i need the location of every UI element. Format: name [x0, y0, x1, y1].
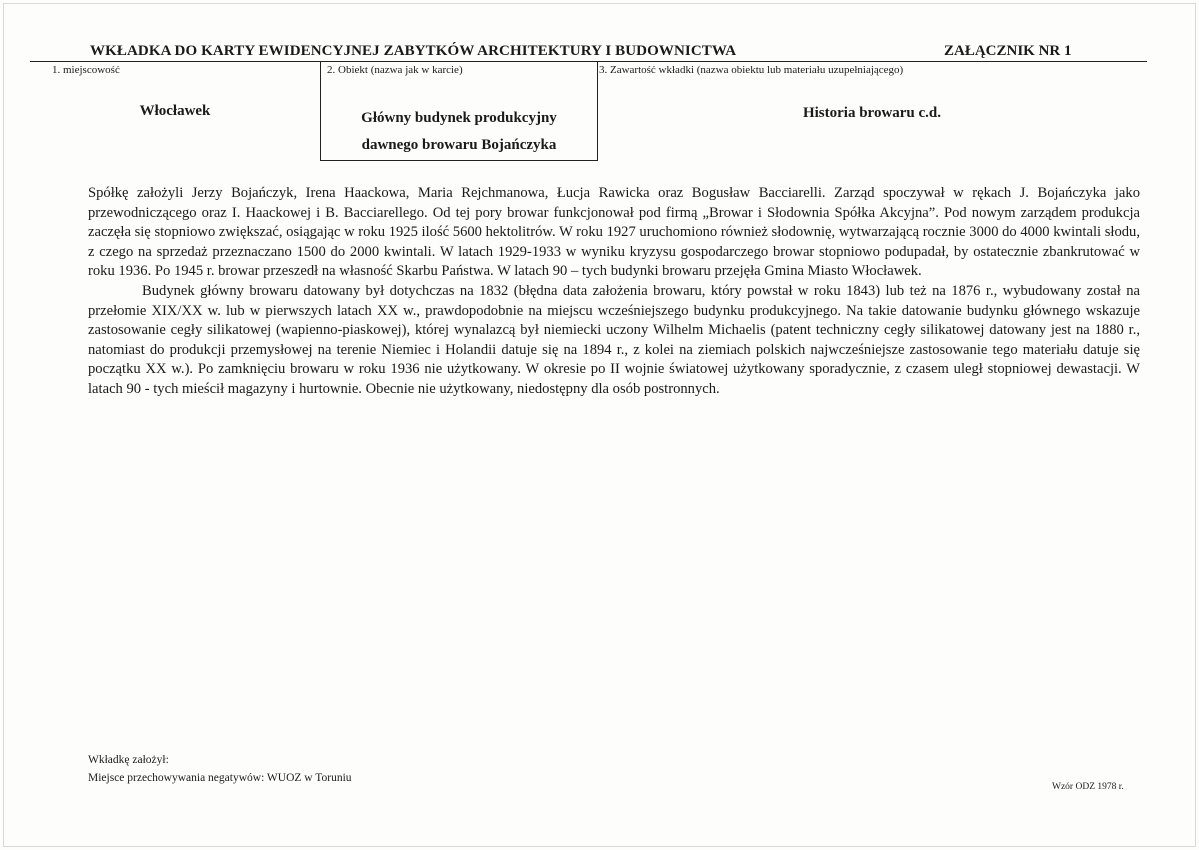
object-value-line-2: dawnego browaru Bojańczyka [361, 137, 557, 153]
annex-number: ZAŁĄCZNIK NR 1 [944, 43, 1072, 59]
history-paragraph-2: Budynek główny browaru datowany był dotychczas na 1832 (błędna data założenia browaru, który powstał w roku 1843) lub też na 1876 r., wybudowany został na przełomie XIX/XX w. lub w pierwszych latach XX w., prawdopodobnie na miejscu wcześniejszego budynku produkcyjnego. Na takie datowanie budynku głównego wskazuje zastosowanie cegły silikatowej (wapienno-piaskowej), której wynalazcą był niemiecki uczony Wilhelm Michaelis (patent techniczny cegły silikatowej datowany jest na 1880 r., natomiast do produkcji przemysłowej na terenie Niemiec i Holandii datuje się na 1894 r., z kolei na ziemiach polskich najwcześniejsze zastosowanie tego materiału datuje się początku XX w.). Po zamknięciu browaru w roku 1936 nie użytkowany. W okresie po II wojnie światowej użytkowany sporadycznie, z czasem uległ stopniowej dewastacji. W latach 90 - tych mieścił magazyny i hurtownie. Obecnie nie użytkowany, niedostępny dla osób postronnych. [88, 282, 1140, 397]
document-title: WKŁADKA DO KARTY EWIDENCYJNEJ ZABYTKÓW ARCHITEKTURY I BUDOWNICTWA [90, 43, 737, 59]
object-cell [320, 62, 598, 161]
footer-notes [88, 751, 352, 787]
created-by-line: Wkładkę założył: [88, 754, 169, 766]
history-paragraph-1: Spółkę założyli Jerzy Bojańczyk, Irena Haackowa, Maria Rejchmanowa, Łucja Rawicka oraz Bogusław Bacciarelli. Zarząd spoczywał w rękach J. Bojańczyka jako przewodniczącego oraz I. Haackowej i B. Bacciarellego. Od tej pory browar funkcjonował pod firmą „Browar i Słodownia Spółka Akcyjna”. Pod nowym zarządem produkcja zaczęła się stopniowo zwiększać, osiągając w roku 1925 ilość 5600 hektolitrów. W roku 1927 uruchomiono również słodownię, wytwarzającą rocznie 3000 do 4000 kwintali słodu, z czego na sprzedaż przeznaczano 1500 do 2000 kwintali. W latach 1929-1933 w wyniku kryzysu gospodarczego browar stopniowo podupadał, by ostatecznie zbankrutować w roku 1936. Po 1945 r. browar przeszedł na własność Skarbu Państwa. W latach 90 – tych budynki browaru przejęła Gmina Miasto Włocławek. [88, 185, 1140, 280]
info-table [30, 62, 1147, 160]
object-label: 2. Obiekt (nazwa jak w karcie) [327, 64, 463, 76]
form-model-label: Wzór ODZ 1978 r. [1052, 782, 1124, 792]
locality-cell [30, 62, 320, 160]
object-value [321, 105, 597, 159]
insert-contents-cell [597, 62, 1147, 160]
object-value-line-1: Główny budynek produkcyjny [361, 110, 557, 126]
insert-contents-label: 3. Zawartość wkładki (nazwa obiektu lub materiału uzupełniającego) [599, 64, 904, 76]
insert-contents-value: Historia browaru c.d. [802, 105, 942, 121]
locality-label: 1. miejscowość [52, 64, 120, 76]
negatives-location-line: Miejsce przechowywania negatywów: WUOZ w Toruniu [88, 772, 352, 784]
locality-value: Włocławek [139, 103, 211, 119]
history-text [88, 184, 1140, 400]
